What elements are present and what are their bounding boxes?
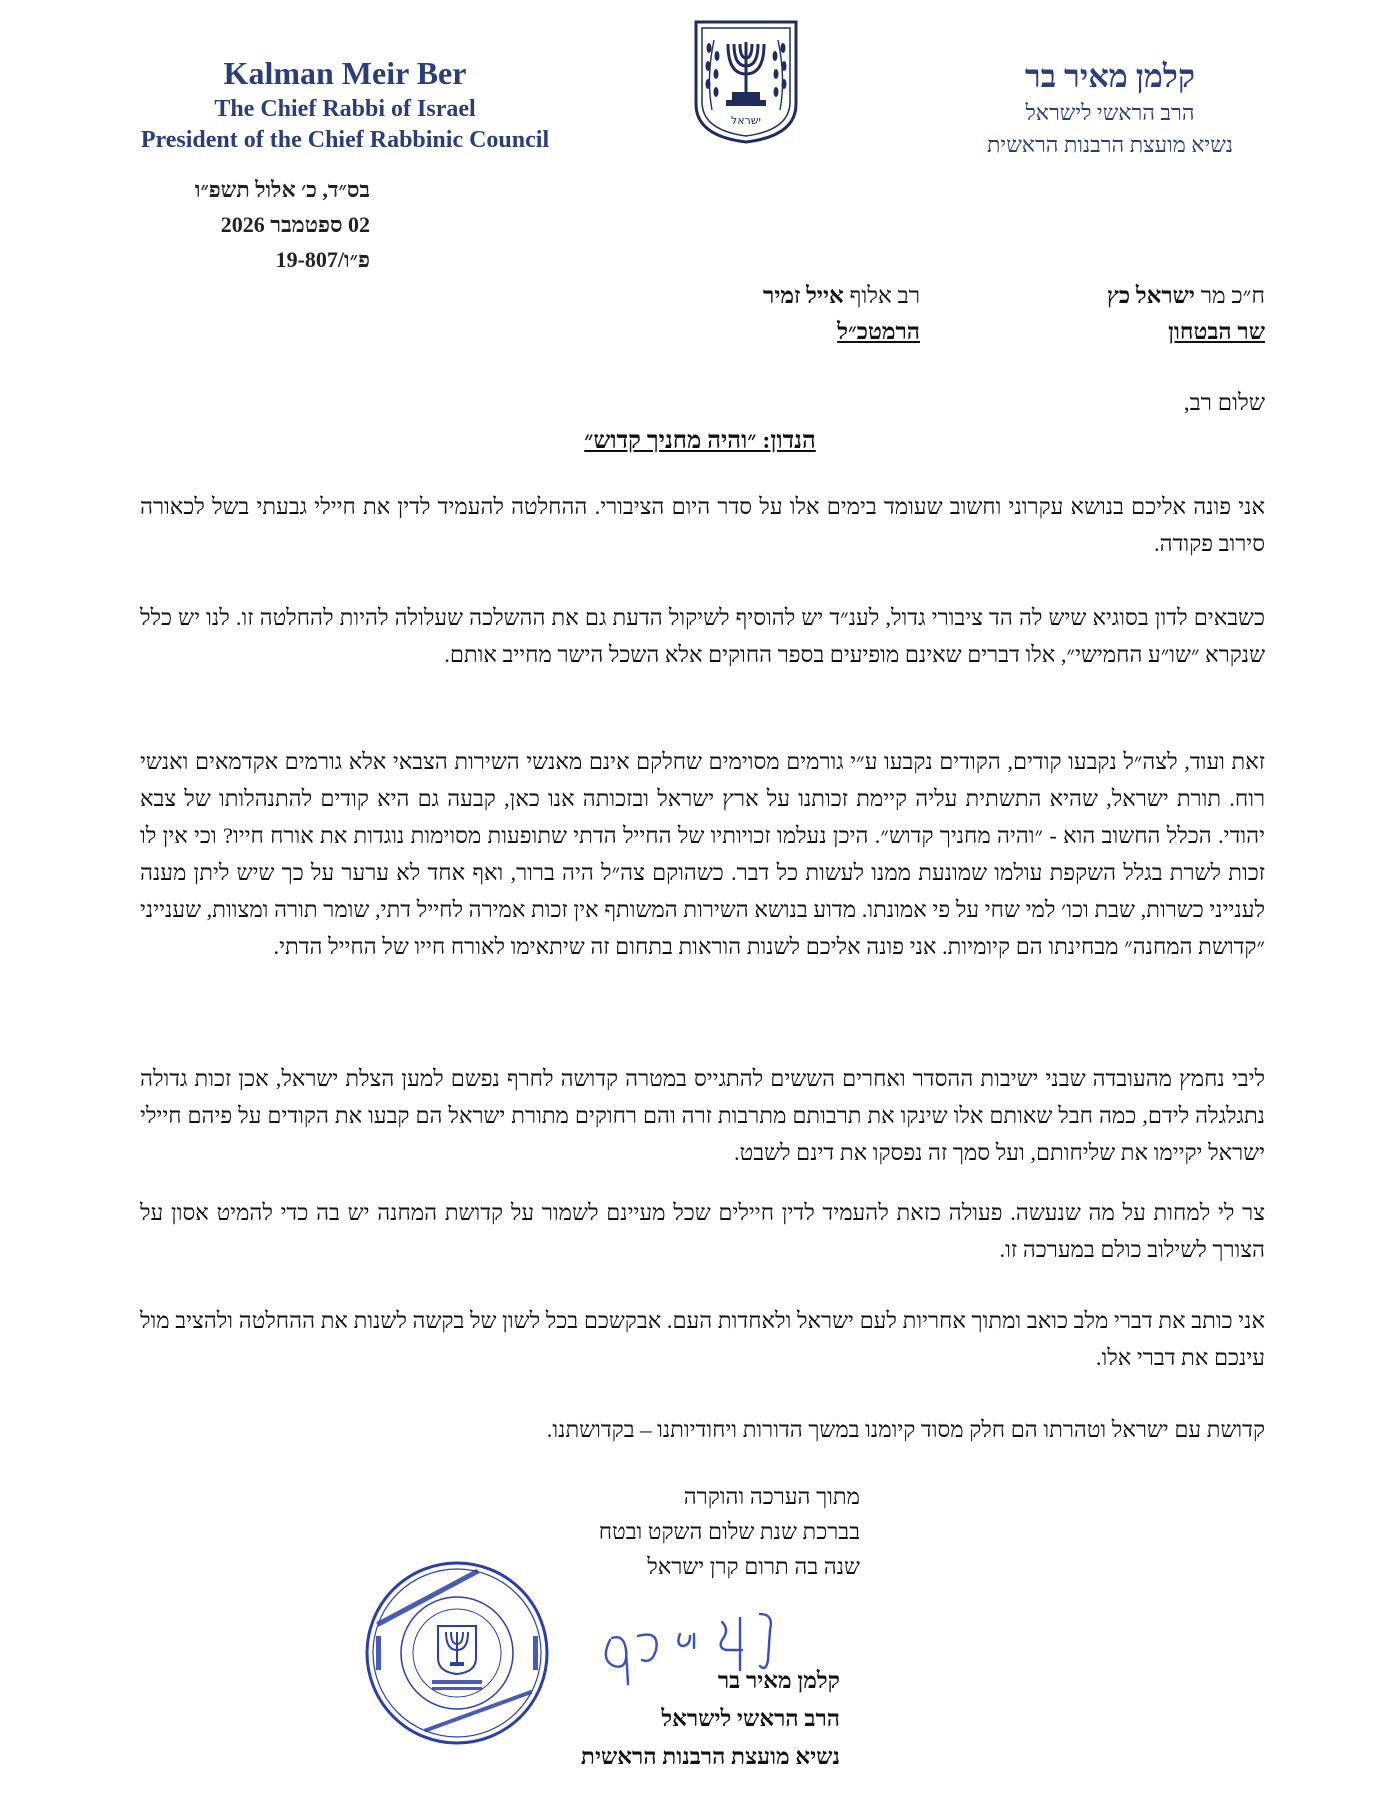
- closing-line-2: בברכת שנת שלום השקט ובטח: [598, 1519, 860, 1544]
- stamp-menorah-icon: [438, 1626, 476, 1674]
- header-en-title: The Chief Rabbi of Israel: [214, 96, 476, 122]
- body-paragraph-1: אני פונה אליכם בנושא עקרוני וחשוב שעומד בימים אלו על סדר היום הציבורי. ההחלטה להעמיד לדין את חיילי גבעתי בשל לכאורה סירוב פקודה.: [140, 494, 1265, 556]
- body-paragraph-7: קדושת עם ישראל וטהרתו הם חלק מסוד קיומנו במשך הדורות ויחודיותנו – בקדושתנו.: [546, 1417, 1265, 1442]
- body-paragraph-5: צר לי למחות על מה שנעשה. פעולה כזאת להעמיד לדין חיילים שכל מעיינם לשמור על קדושת המחנה יש בה כדי להמיט אסון על הצורך לשילוב כולם במערכה זו.: [140, 1200, 1265, 1262]
- header-en-name: Kalman Meir Ber: [223, 55, 467, 91]
- body-paragraph-4: ליבי נחמץ מהעובדה שבני ישיבות ההסדר ואחרים הששים להתגייס במטרה קדושה לחרף נפשם למען הצלת ישראל, אכן זכות גדולה נתגלגלה לידם, כמה חבל שאותם אלו שינקו את תרבותם מתרבות זרה והם רחוקים מתורת ישראל הם קבעו את הקודים על פיהם חיילי ישראל יקיימו את שליחותם, ועל סמך זה נפסקו את דינם לשבט.: [140, 1066, 1265, 1165]
- header-he-name: קלמן מאיר בר: [1025, 58, 1195, 94]
- menorah-emblem-icon: [690, 18, 802, 146]
- recipient-1-prefix: ח״כ מר: [1200, 283, 1265, 308]
- hebrew-date: בס״ד, כ׳ אלול תשפ״ו: [194, 177, 370, 202]
- recipient-1: [1045, 278, 1265, 350]
- body-paragraph-2: כשבאים לדון בסוגיא שיש לה הד ציבורי גדול, לענ״ד יש להוסיף לשיקול הדעת גם את ההשלכה שעלולה להיות להחלטה זו. לנו יש כלל שנקרא ״שו״ע החמישי״, אלו דברים שאינם מופיעים בספר החוקים אלא השכל הישר מחייב אותם.: [140, 605, 1265, 667]
- recipient-1-role: שר הבטחון: [1168, 319, 1265, 344]
- signature-block: [540, 1662, 840, 1776]
- date-block: [130, 172, 370, 277]
- recipient-2-prefix: רב אלוף: [849, 283, 920, 308]
- header-he-subtitle: נשיא מועצת הרבנות הראשית: [987, 132, 1233, 157]
- signature-name: קלמן מאיר בר: [717, 1668, 840, 1693]
- signature-subtitle: נשיא מועצת הרבנות הראשית: [580, 1744, 840, 1769]
- official-stamp: [362, 1558, 552, 1748]
- body-paragraph-6: אני כותב את דברי מלב כואב ומתוך אחריות לעם ישראל ולאחדות העם. אבקשכם בכל לשון של בקשה לשנות את ההחלטה ולהציב מול עינכם את דברי אלו.: [140, 1308, 1265, 1370]
- body-paragraph-3: זאת ועוד, לצה״ל נקבעו קודים, הקודים נקבעו ע״י גורמים מסוימים שחלקם אינם מאנשי השירות הצבאי אלא גורמים אקדמאים ואנשי רוח. תורת ישראל, שהיא התשתית עליה קיימת זכותנו על ארץ ישראל ובזכותה אנו כאן, קבעה גם היא קודים להתנהלותו של צבא יהודי. הכלל החשוב הוא - ״והיה מחניך קדוש״. היכן נעלמו זכויותיו של החייל הדתי שתופעות מסוימות נוגדות את אורח חייו? וכי אין לו זכות לשרת בגלל השקפת עולמו שמונעת ממנו לעשות כל דבר. כשהוקם צה״ל היה ברור, ואף אחד לא ערער על כך שיש ליתן מענה לענייני כשרות, שבת וכו׳ למי שחי על פי אמונתו. מדוע בנושא השירות המשותף אין זכות אמירה לחייל דתי, שומר תורה ומצוות, שענייני ״קדושת המחנה״ מבחינתו הם קיומיות. אני פונה אליכם לשנות הוראות בתחום זה שיתאימו לאורח חייו של החייל הדתי.: [140, 749, 1265, 959]
- signature-title: הרב הראשי לישראל: [661, 1706, 840, 1731]
- recipient-2-role: הרמטכ״ל: [837, 319, 920, 344]
- closing-block: [540, 1479, 860, 1584]
- recipient-2: [690, 278, 920, 350]
- recipient-1-name: ישראל כץ: [1106, 283, 1195, 308]
- header-english: [110, 52, 580, 156]
- closing-line-3: שנה בה תרום קרן ישראל: [647, 1554, 860, 1579]
- header-hebrew: [940, 55, 1280, 161]
- gregorian-date: 02 ספטמבר 2026: [220, 212, 370, 237]
- greeting: שלום רב,: [1183, 390, 1265, 415]
- closing-line-1: מתוך הערכה והוקרה: [683, 1484, 860, 1509]
- subject-line: הנדון: ״והיה מחניך קדוש״: [584, 428, 816, 454]
- recipient-2-name: אייל זמיר: [763, 283, 844, 308]
- reference-number: פ״ו/19-807: [275, 247, 370, 272]
- header-he-title: הרב הראשי לישראל: [1025, 100, 1195, 125]
- emblem-text: ישראל: [730, 114, 762, 127]
- header-en-subtitle: President of the Chief Rabbinic Council: [140, 127, 550, 153]
